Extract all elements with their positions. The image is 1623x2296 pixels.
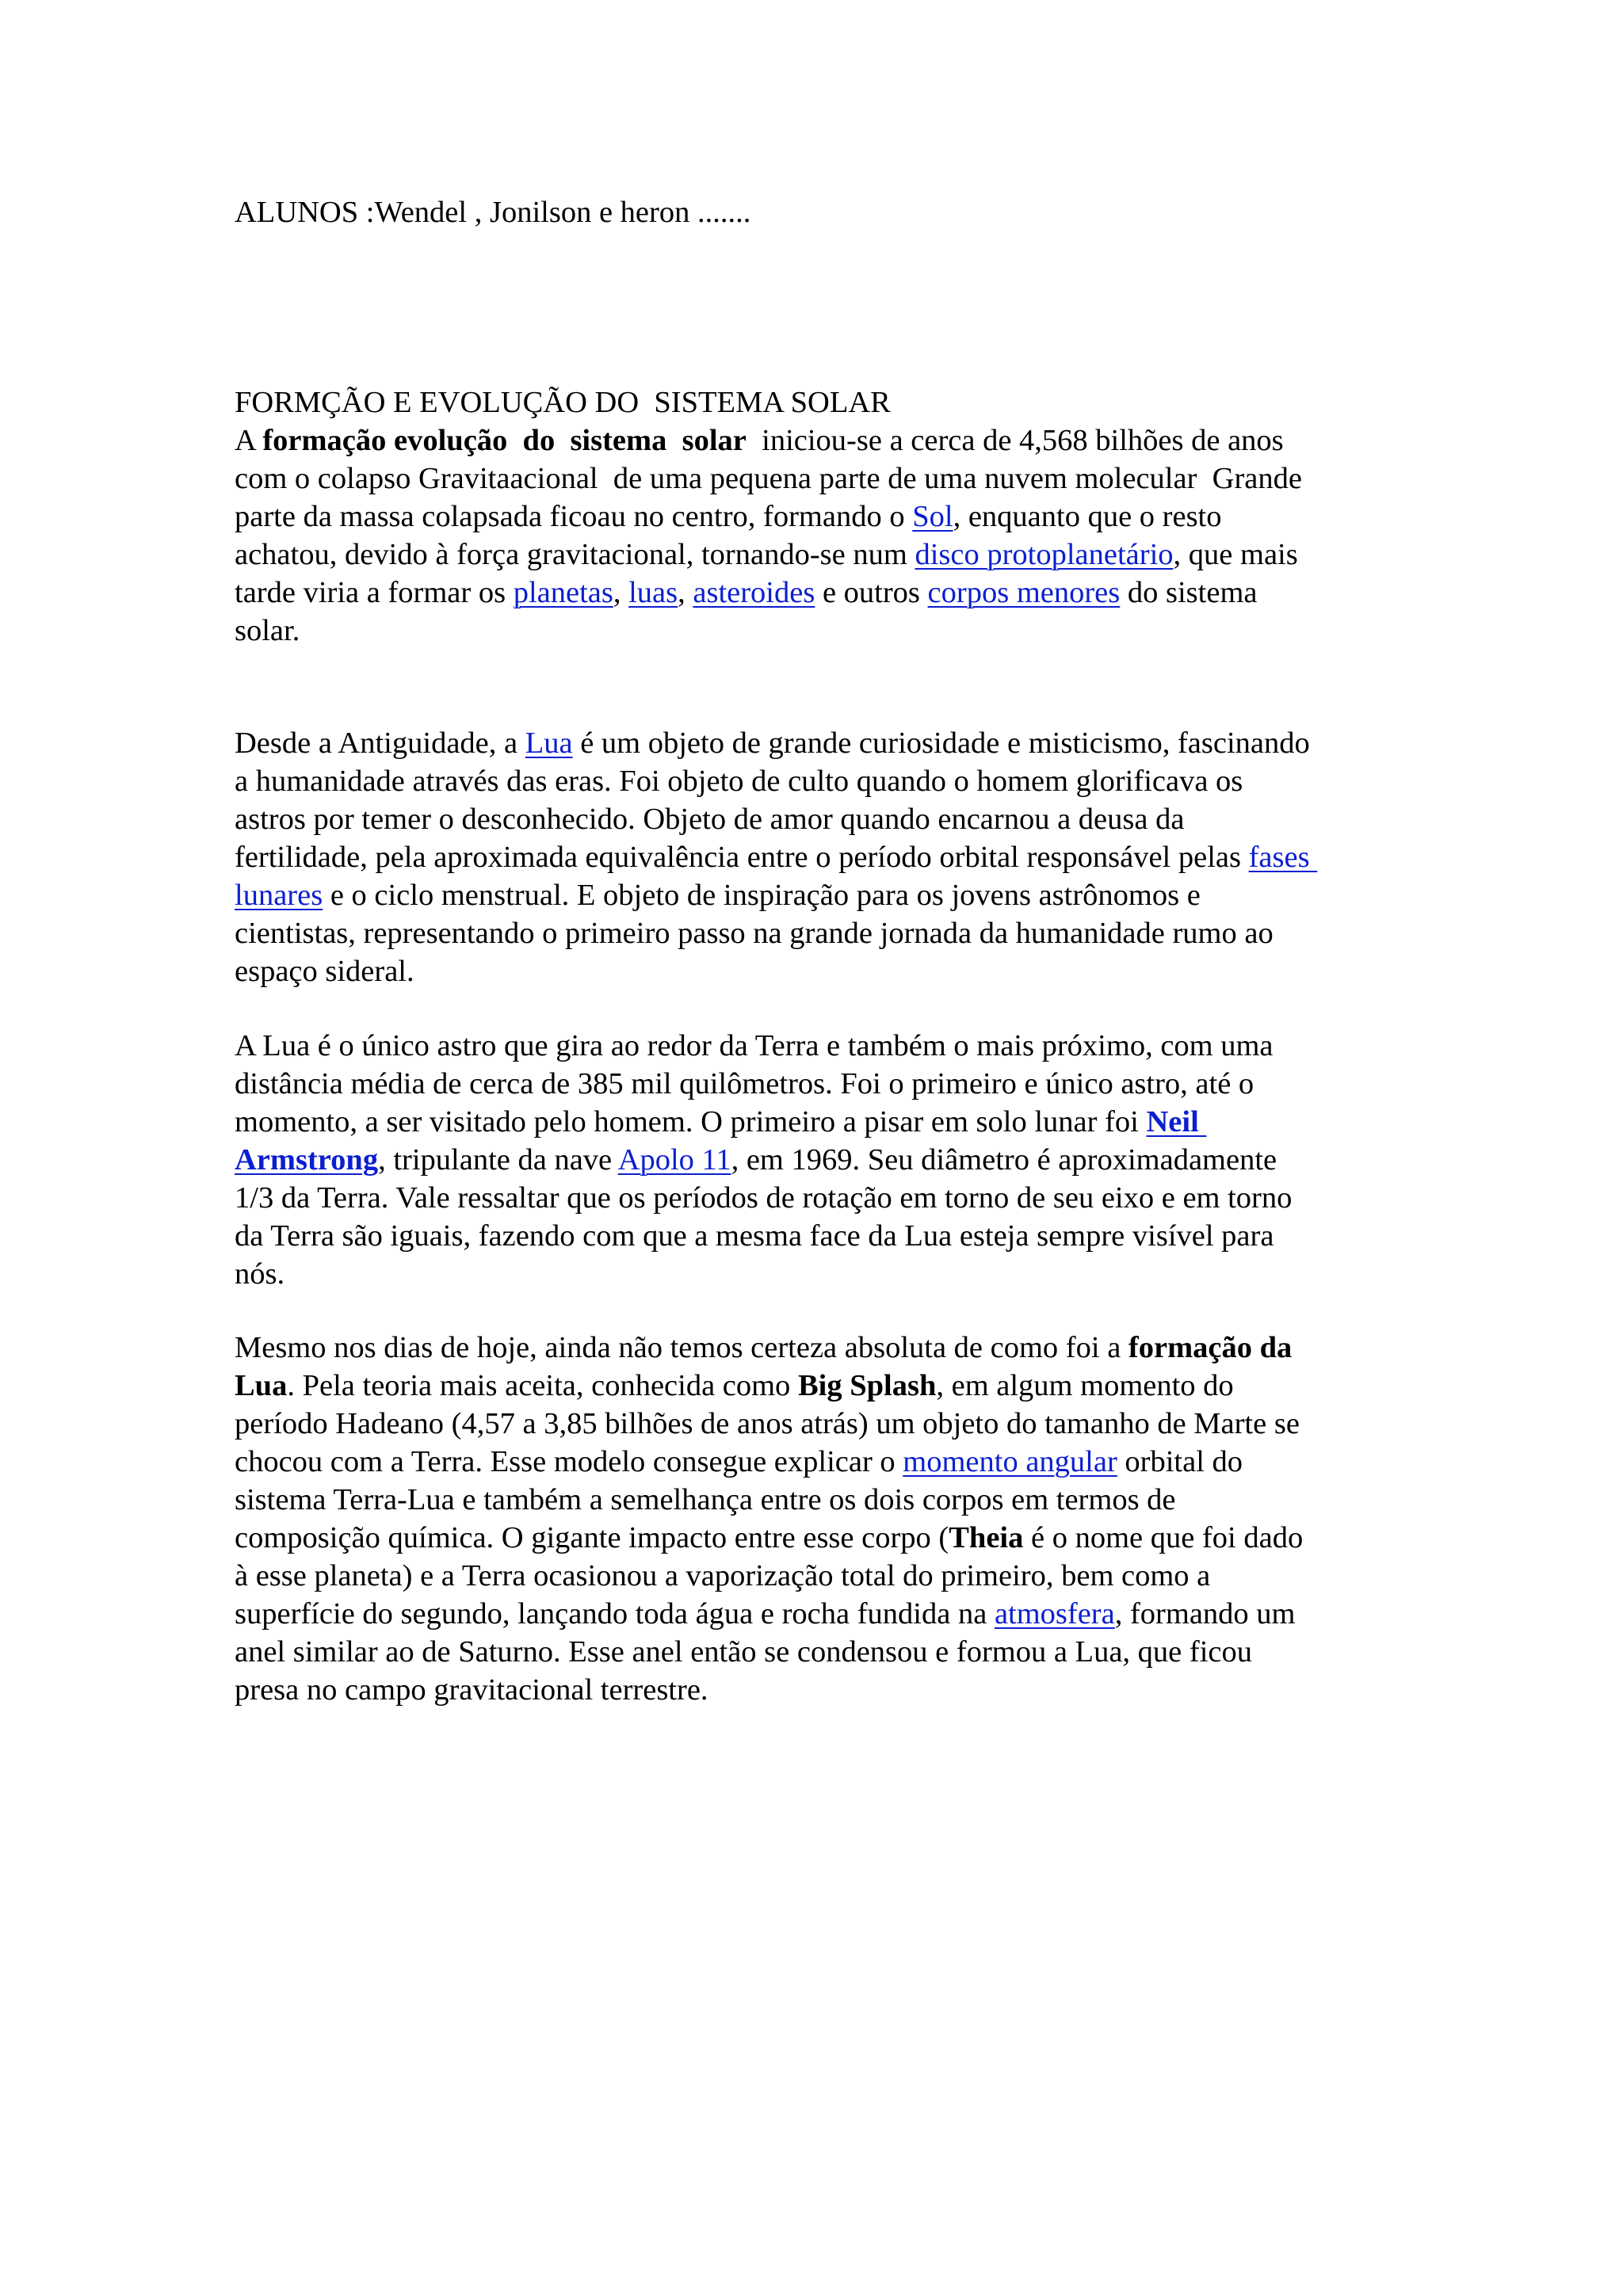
link-neil-armstrong-cont[interactable]: Armstrong — [235, 1143, 379, 1177]
p2-text: Desde a Antiguidade, a — [235, 727, 525, 760]
p1-text: , — [613, 576, 629, 609]
p1-text: A — [235, 424, 263, 457]
p2-text: cientistas, representando o primeiro passo na grande jornada da humanidade rumo ao — [235, 917, 1274, 950]
p4-text: orbital do — [1117, 1445, 1243, 1478]
link-fases-lunares-cont[interactable]: lunares — [235, 879, 323, 912]
p3-text: , tripulante da nave — [378, 1143, 618, 1177]
p2-line-4 — [235, 838, 1317, 876]
p3-line-2 — [235, 1065, 1254, 1103]
p4-bold-big-splash: Big Splash — [797, 1369, 937, 1402]
p3-text: , em 1969. Seu diâmetro é aproximadamente — [731, 1143, 1277, 1177]
p2-line-5 — [235, 876, 1201, 914]
p2-text: fertilidade, pela aproximada equivalência entre o período orbital responsável pelas — [235, 841, 1249, 874]
link-neil-armstrong[interactable]: Neil — [1146, 1105, 1207, 1138]
p3-text: da Terra são iguais, fazendo com que a mesma face da Lua esteja sempre visível para — [235, 1219, 1274, 1253]
p4-text: anel similar ao de Saturno. Esse anel então se condensou e formou a Lua, que ficou — [235, 1635, 1252, 1669]
p2-text: astros por temer o desconhecido. Objeto de amor quando encarnou a deusa da — [235, 803, 1185, 836]
p3-line-6 — [235, 1217, 1274, 1255]
link-sol[interactable]: Sol — [912, 500, 953, 533]
p1-text: achatou, devido à força gravitacional, tornando-se num — [235, 538, 915, 571]
p1-text: solar. — [235, 614, 300, 647]
p3-text: nós. — [235, 1257, 285, 1291]
p3-line-1 — [235, 1027, 1274, 1065]
p4-text: superfície do segundo, lançando toda água e rocha fundida na — [235, 1597, 995, 1630]
link-lua[interactable]: Lua — [525, 727, 573, 760]
link-luas[interactable]: luas — [628, 576, 678, 609]
p4-line-7 — [235, 1557, 1210, 1595]
p3-line-4 — [235, 1141, 1277, 1179]
p4-line-3 — [235, 1405, 1300, 1443]
p4-line-4 — [235, 1443, 1243, 1481]
p4-line-10 — [235, 1671, 708, 1709]
p3-line-5 — [235, 1179, 1292, 1217]
p2-text: e o ciclo menstrual. E objeto de inspiração para os jovens astrônomos e — [323, 879, 1201, 912]
p4-text: composição química. O gigante impacto entre esse corpo ( — [235, 1521, 949, 1554]
p4-line-8 — [235, 1595, 1295, 1633]
link-atmosfera[interactable]: atmosfera — [994, 1597, 1115, 1630]
p3-text: A Lua é o único astro que gira ao redor da Terra e também o mais próximo, com uma — [235, 1029, 1274, 1062]
p1-line-6 — [235, 612, 300, 650]
p1-line-5 — [235, 574, 1257, 612]
p2-text: a humanidade através das eras. Foi objeto de culto quando o homem glorificava os — [235, 765, 1243, 798]
p4-text: , em algum momento do — [936, 1369, 1234, 1402]
p1-text: do sistema — [1120, 576, 1258, 609]
p2-text: é um objeto de grande curiosidade e misticismo, fascinando — [572, 727, 1310, 760]
students-line — [235, 193, 750, 231]
p2-line-2 — [235, 762, 1243, 800]
students-text: ALUNOS :Wendel , Jonilson e heron ....... — [235, 196, 751, 229]
p4-bold-lua: Lua — [235, 1369, 288, 1402]
p1-line-4 — [235, 536, 1298, 574]
p3-line-7 — [235, 1255, 285, 1293]
p1-text: , — [678, 576, 693, 609]
p4-text: . Pela teoria mais aceita, conhecida como — [287, 1369, 798, 1402]
p4-text: período Hadeano (4,57 a 3,85 bilhões de anos atrás) um objeto do tamanho de Marte se — [235, 1407, 1300, 1440]
p4-text: é o nome que foi dado — [1023, 1521, 1304, 1554]
p1-text: , que mais — [1173, 538, 1298, 571]
link-planetas[interactable]: planetas — [513, 576, 613, 609]
p4-text: à esse planeta) e a Terra ocasionou a vaporização total do primeiro, bem como a — [235, 1559, 1211, 1592]
p3-text: 1/3 da Terra. Vale ressaltar que os períodos de rotação em torno de seu eixo e em torno — [235, 1181, 1293, 1215]
p4-text: presa no campo gravitacional terrestre. — [235, 1673, 708, 1707]
link-disco-protoplanetario[interactable]: disco protoplanetário — [915, 538, 1174, 571]
p1-line-2 — [235, 460, 1302, 498]
p1-text: iniciou-se a cerca de 4,568 bilhões de anos — [746, 424, 1284, 457]
p4-text: chocou com a Terra. Esse modelo consegue explicar o — [235, 1445, 903, 1478]
p2-text: espaço sideral. — [235, 955, 414, 988]
link-corpos-menores[interactable]: corpos menores — [927, 576, 1121, 609]
p1-text: e outros — [815, 576, 928, 609]
p4-bold-formacao-da-lua: formação da — [1128, 1331, 1293, 1364]
p3-text: momento, a ser visitado pelo homem. O primeiro a pisar em solo lunar foi — [235, 1105, 1147, 1138]
section-title — [235, 383, 891, 421]
p4-text: , formando um — [1114, 1597, 1296, 1630]
p4-text: sistema Terra-Lua e também a semelhança entre os dois corpos em termos de — [235, 1483, 1176, 1516]
p1-text: tarde viria a formar os — [235, 576, 514, 609]
p3-line-3 — [235, 1103, 1206, 1141]
p4-text: Mesmo nos dias de hoje, ainda não temos certeza absoluta de como foi a — [235, 1331, 1128, 1364]
p2-line-7 — [235, 952, 414, 990]
p2-line-6 — [235, 914, 1274, 952]
p1-text: parte da massa colapsada ficoau no centro, formando o — [235, 500, 913, 533]
p1-line-1 — [235, 421, 1284, 460]
p1-line-3 — [235, 498, 1222, 536]
p4-bold-theia: Theia — [949, 1521, 1024, 1554]
p3-text: distância média de cerca de 385 mil quilômetros. Foi o primeiro e único astro, até o — [235, 1067, 1254, 1100]
p4-line-1 — [235, 1329, 1292, 1367]
p4-line-9 — [235, 1633, 1252, 1671]
p1-text: , enquanto que o resto — [953, 500, 1222, 533]
p2-line-1 — [235, 724, 1310, 762]
p4-line-2 — [235, 1367, 1234, 1405]
p4-line-6 — [235, 1519, 1303, 1557]
link-momento-angular[interactable]: momento angular — [903, 1445, 1117, 1478]
link-asteroides[interactable]: asteroides — [693, 576, 815, 609]
link-fases-lunares[interactable]: fases — [1248, 841, 1318, 874]
p1-text: com o colapso Gravitaacional de uma pequena parte de uma nuvem molecular Grande — [235, 462, 1302, 495]
section-title-text: FORMÇÃO E EVOLUÇÃO DO SISTEMA SOLAR — [235, 386, 891, 419]
p4-line-5 — [235, 1481, 1176, 1519]
p2-line-3 — [235, 800, 1184, 838]
p1-bold-formacao: formação evolução do sistema solar — [262, 424, 747, 457]
link-apolo-11[interactable]: Apolo 11 — [617, 1143, 731, 1177]
